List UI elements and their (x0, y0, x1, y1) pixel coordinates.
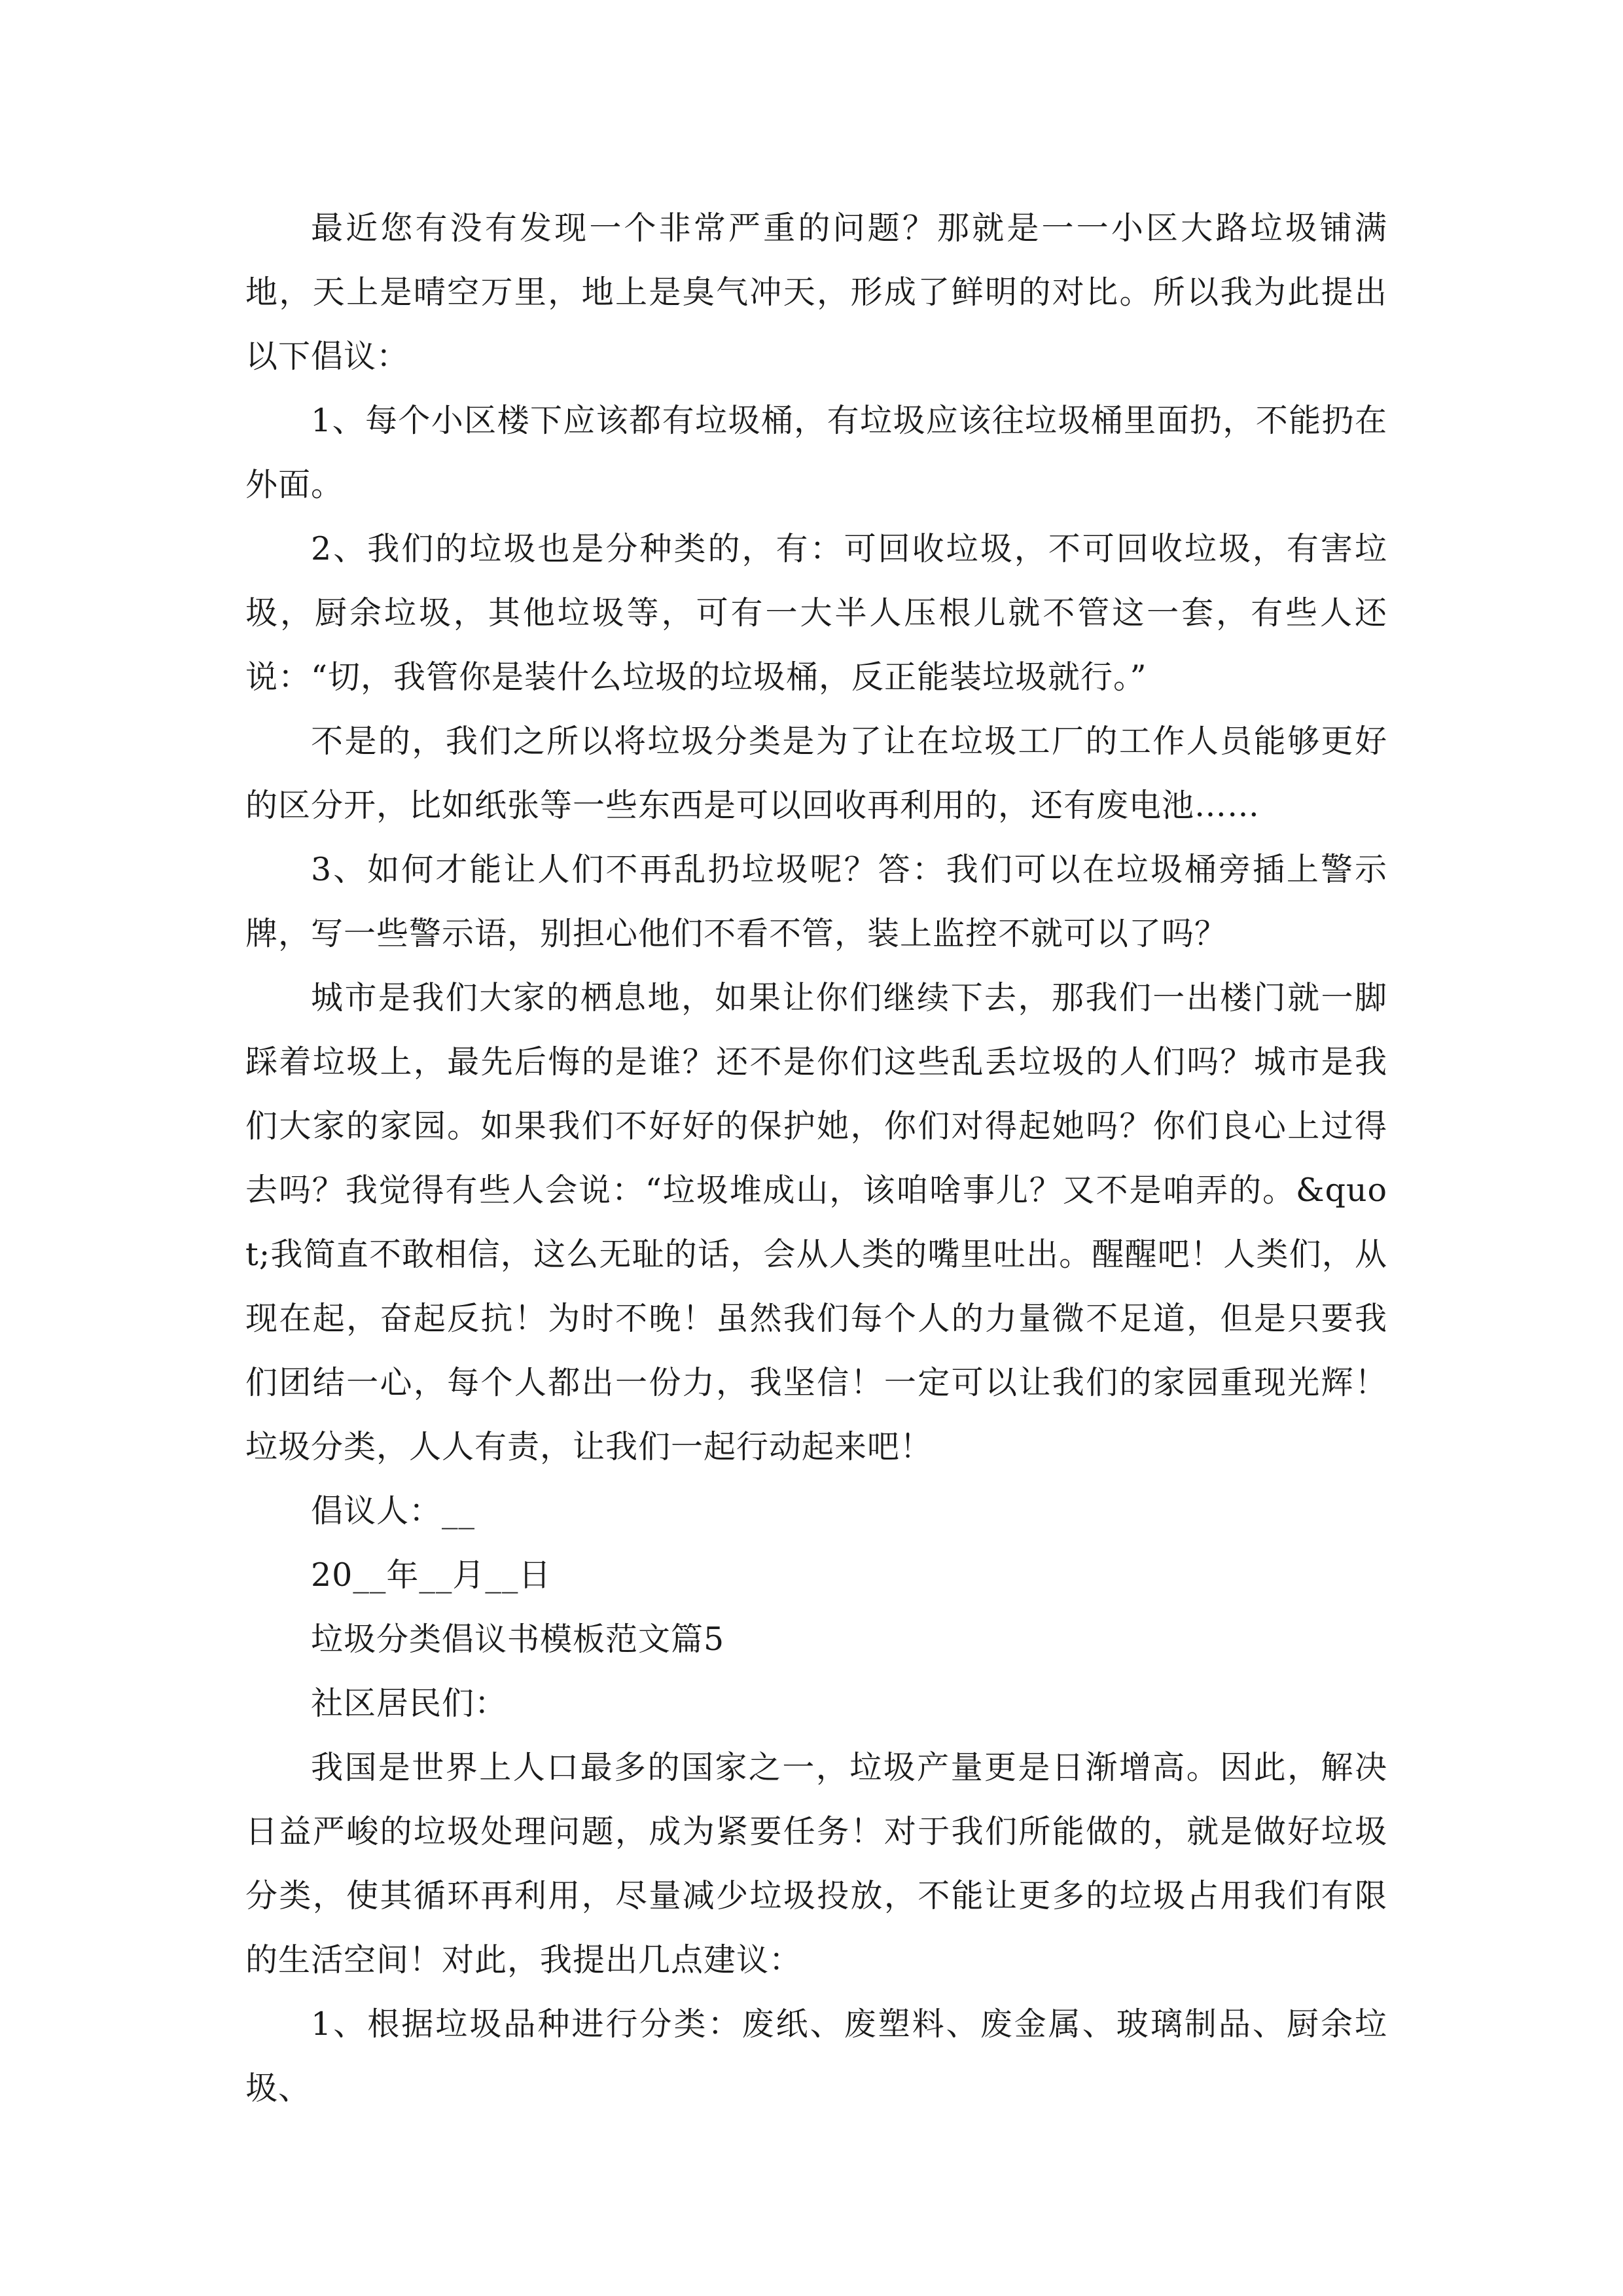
paragraph-intro: 最近您有没有发现一个非常严重的问题？那就是一一小区大路垃圾铺满地，天上是晴空万里，地上是臭气冲天，形成了鲜明的对比。所以我为此提出以下倡议： (245, 209, 1387, 375)
signature-line: 倡议人：__ (311, 1492, 476, 1530)
salutation: 社区居民们： (311, 1685, 508, 1722)
section-heading: 垃圾分类倡议书模板范文篇5 (311, 1621, 725, 1658)
paragraph-explanation: 不是的，我们之所以将垃圾分类是为了让在垃圾工厂的工作人员能够更好的区分开，比如纸张等一些东西是可以回收再利用的，还有废电池…… (245, 723, 1387, 824)
document-body (245, 196, 1387, 2121)
paragraph-intro-2: 我国是世界上人口最多的国家之一，垃圾产量更是日渐增高。因此，解决日益严峻的垃圾处理问题，成为紧要任务！对于我们所能做的，就是做好垃圾分类，使其循环再利用，尽量减少垃圾投放，不能让更多的垃圾占用我们有限的生活空间！对此，我提出几点建议： (245, 1749, 1387, 1979)
date-line: 20__年__月__日 (311, 1556, 552, 1594)
paragraph-suggestion-1: 1、根据垃圾品种进行分类：废纸、废塑料、废金属、玻璃制品、厨余垃圾、 (245, 2005, 1387, 2107)
paragraph-point-1: 1、每个小区楼下应该都有垃圾桶，有垃圾应该往垃圾桶里面扔，不能扔在外面。 (245, 402, 1387, 503)
paragraph-point-2: 2、我们的垃圾也是分种类的，有：可回收垃圾，不可回收垃圾，有害垃圾，厨余垃圾，其他垃圾等，可有一大半人压根儿就不管这一套，有些人还说：“切，我管你是装什么垃圾的垃圾桶，反正能装垃圾就行。” (245, 530, 1387, 696)
paragraph-point-3: 3、如何才能让人们不再乱扔垃圾呢？答：我们可以在垃圾桶旁插上警示牌，写一些警示语，别担心他们不看不管，装上监控不就可以了吗？ (245, 851, 1387, 952)
paragraph-appeal: 城市是我们大家的栖息地，如果让你们继续下去，那我们一出楼门就一脚踩着垃圾上，最先后悔的是谁？还不是你们这些乱丢垃圾的人们吗？城市是我们大家的家园。如果我们不好好的保护她，你们对得起她吗？你们良心上过得去吗？我觉得有些人会说：“垃圾堆成山，该咱啥事儿？又不是咱弄的。&quot;我简直不敢相信，这么无耻的话，会从人类的嘴里吐出。醒醒吧！人类们，从现在起，奋起反抗！为时不晚！虽然我们每个人的力量微不足道，但是只要我们团结一心，每个人都出一份力，我坚信！一定可以让我们的家园重现光辉！垃圾分类，人人有责，让我们一起行动起来吧！ (245, 979, 1387, 1465)
